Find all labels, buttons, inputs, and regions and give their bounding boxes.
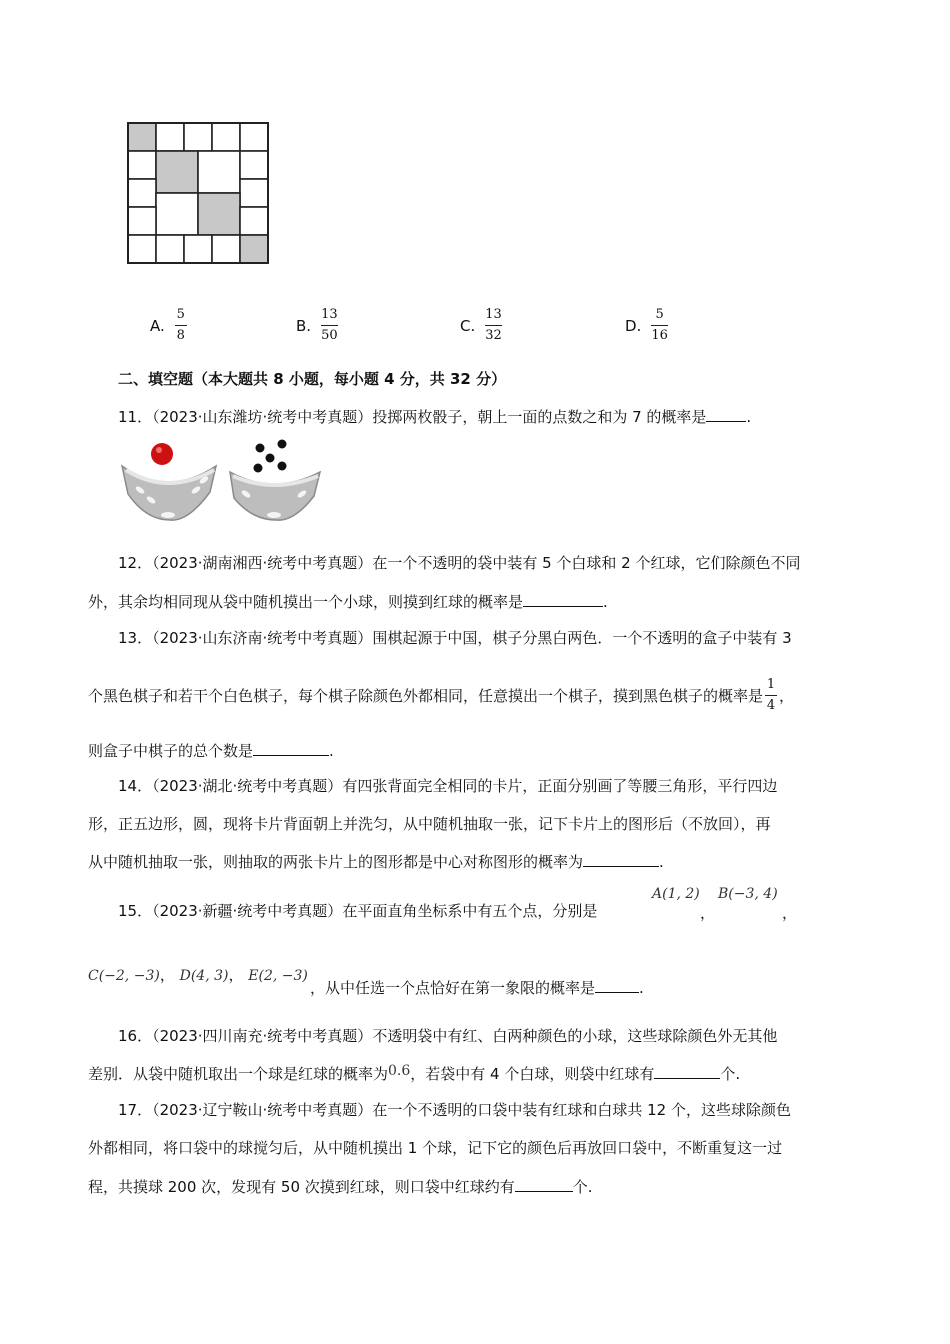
shaded-grid-figure	[125, 120, 271, 266]
grid-cell	[240, 207, 268, 235]
question-text: 在一个不透明的口袋中装有红球和白球共 12 个，这些球除颜色	[372, 1101, 791, 1119]
question-15	[118, 900, 597, 922]
fraction	[175, 308, 187, 343]
question-14-cont2	[88, 850, 664, 873]
denominator: 50	[321, 328, 338, 343]
grid-cell	[212, 123, 240, 151]
option-a	[150, 308, 187, 343]
question-17	[118, 1099, 791, 1121]
question-17-cont	[88, 1137, 782, 1159]
question-number: 13．	[118, 629, 153, 647]
question-12-cont	[88, 590, 608, 613]
question-text: ，若袋中有 4 个白球，则袋中红球有	[410, 1065, 655, 1083]
grid-cell	[184, 123, 212, 151]
question-14-cont	[88, 813, 771, 835]
question-text: 在平面直角坐标系中有五个点，分别是	[342, 902, 598, 920]
shaded-cell	[198, 193, 240, 235]
answer-blank[interactable]	[515, 1175, 573, 1192]
answer-blank[interactable]	[706, 405, 746, 422]
question-source: （2023·湖北·统考中考真题）	[152, 777, 343, 795]
option-label: A.	[150, 316, 165, 335]
grid-cell	[128, 179, 156, 207]
grid-cell	[128, 151, 156, 179]
point-c: C(−2, −3)	[88, 968, 160, 984]
point-a: A(1, 2)	[652, 886, 700, 902]
grid-cell	[240, 151, 268, 179]
numerator: 5	[176, 307, 185, 322]
question-source: （2023·山东潍坊·统考中考真题）	[152, 408, 373, 426]
question-15-cont2	[310, 976, 644, 999]
question-text: ，从中任选一个点恰好在第一象限的概率是	[310, 979, 596, 997]
question-13-cont2	[88, 739, 334, 762]
punct: 个.	[720, 1065, 741, 1083]
question-16	[118, 1025, 777, 1047]
question-text: 外都相同，将口袋中的球搅匀后，从中随机摸出 1 个球，记下它的颜色后再放回口袋中，不断重复这一过	[88, 1139, 783, 1157]
point-e: E(2, −3)	[248, 968, 308, 984]
answer-blank[interactable]	[583, 850, 659, 867]
answer-blank[interactable]	[595, 976, 639, 993]
question-number: 16．	[118, 1027, 153, 1045]
question-14	[118, 775, 777, 797]
grid-cell	[156, 193, 198, 235]
grid-cell	[128, 235, 156, 263]
option-d	[625, 308, 668, 343]
question-source: （2023·四川南充·统考中考真题）	[152, 1027, 373, 1045]
grid-cell	[128, 207, 156, 235]
denominator: 16	[651, 328, 668, 343]
question-text: 投掷两枚骰子，朝上一面的点数之和为 7 的概率是	[372, 408, 707, 426]
denominator: 32	[485, 328, 502, 343]
answer-blank[interactable]	[654, 1062, 720, 1079]
fraction	[765, 678, 777, 713]
section-title: 二、填空题（本大题共 8 小题，每小题 4 分，共 32 分）	[118, 370, 507, 388]
separator: ，	[228, 966, 244, 984]
separator: ，	[782, 904, 798, 922]
numerator: 13	[485, 307, 502, 322]
punct: .	[329, 742, 334, 760]
punct: .	[659, 853, 664, 871]
question-text: 围棋起源于中国，棋子分黑白两色．一个不透明的盒子中装有 3	[372, 629, 792, 647]
punct: .	[746, 408, 752, 426]
grid-cell	[212, 235, 240, 263]
denominator: 8	[176, 328, 185, 343]
numerator: 1	[766, 677, 776, 692]
question-13-cont	[88, 678, 794, 713]
question-source: （2023·新疆·统考中考真题）	[152, 902, 343, 920]
question-source: （2023·辽宁鞍山·统考中考真题）	[152, 1101, 373, 1119]
question-12	[118, 552, 800, 574]
grid-cell	[156, 235, 184, 263]
question-text: 有四张背面完全相同的卡片，正面分别画了等腰三角形，平行四边	[342, 777, 778, 795]
question-text: 则盒子中棋子的总个数是	[88, 742, 254, 760]
option-label: C.	[460, 316, 476, 335]
question-source: （2023·湖南湘西·统考中考真题）	[152, 554, 373, 572]
punct: .	[639, 979, 644, 997]
numerator: 13	[321, 307, 338, 322]
question-text: 差别．从袋中随机取出一个球是红球的概率为	[88, 1065, 389, 1083]
question-15-cont	[88, 964, 308, 987]
grid-cell	[156, 123, 184, 151]
point-b: B(−3, 4)	[718, 886, 778, 902]
numerator: 5	[655, 307, 664, 322]
question-source: （2023·山东济南·统考中考真题）	[152, 629, 373, 647]
punct: .	[603, 593, 608, 611]
question-11	[118, 405, 751, 428]
question-text: 个黑色棋子和若干个白色棋子，每个棋子除颜色外都相同，任意摸出一个棋子，摸到黑色棋子的概率是	[88, 686, 764, 705]
die-five-icon	[230, 440, 320, 521]
question-text: 不透明袋中有红、白两种颜色的小球，这些球除颜色外无其他	[372, 1027, 778, 1045]
die-one-icon	[122, 443, 216, 520]
question-16-cont	[88, 1062, 740, 1086]
question-number: 11．	[118, 408, 153, 426]
grid-cell	[184, 235, 212, 263]
question-17-cont2	[88, 1175, 593, 1198]
option-c	[460, 308, 502, 343]
shaded-cell	[128, 123, 156, 151]
separator: ，	[700, 904, 716, 922]
point-d: D(4, 3)	[179, 968, 229, 984]
question-number: 14．	[118, 777, 153, 795]
fraction	[485, 308, 502, 343]
grid-cell	[240, 179, 268, 207]
answer-blank[interactable]	[523, 590, 603, 607]
option-label: D.	[625, 316, 642, 335]
probability-value: 0.6	[388, 1063, 411, 1079]
question-text: 程，共摸球 200 次，发现有 50 次摸到红球，则口袋中红球约有	[88, 1178, 515, 1196]
separator: ，	[159, 966, 175, 984]
question-number: 12．	[118, 554, 153, 572]
punct: 个.	[572, 1178, 593, 1196]
punct: ，	[779, 686, 795, 705]
shaded-cell	[240, 235, 268, 263]
question-13	[118, 627, 792, 649]
option-b	[296, 308, 338, 343]
question-text: 从中随机抽取一张，则抽取的两张卡片上的图形都是中心对称图形的概率为	[88, 853, 584, 871]
question-number: 17．	[118, 1101, 153, 1119]
dice-illustration	[118, 438, 328, 524]
option-label: B.	[296, 316, 312, 335]
denominator: 4	[766, 698, 776, 713]
question-text: 在一个不透明的袋中装有 5 个白球和 2 个红球，它们除颜色不同	[372, 554, 801, 572]
grid-cell	[198, 151, 240, 193]
shaded-cell	[156, 151, 198, 193]
answer-blank[interactable]	[253, 739, 329, 756]
fraction	[651, 308, 668, 343]
question-number: 15．	[118, 902, 153, 920]
grid-cell	[240, 123, 268, 151]
question-text: 形，正五边形，圆，现将卡片背面朝上并洗匀，从中随机抽取一张，记下卡片上的图形后（不放回），再	[88, 815, 771, 833]
question-text: 外，其余均相同现从袋中随机摸出一个小球，则摸到红球的概率是	[88, 593, 524, 611]
fraction	[321, 308, 338, 343]
